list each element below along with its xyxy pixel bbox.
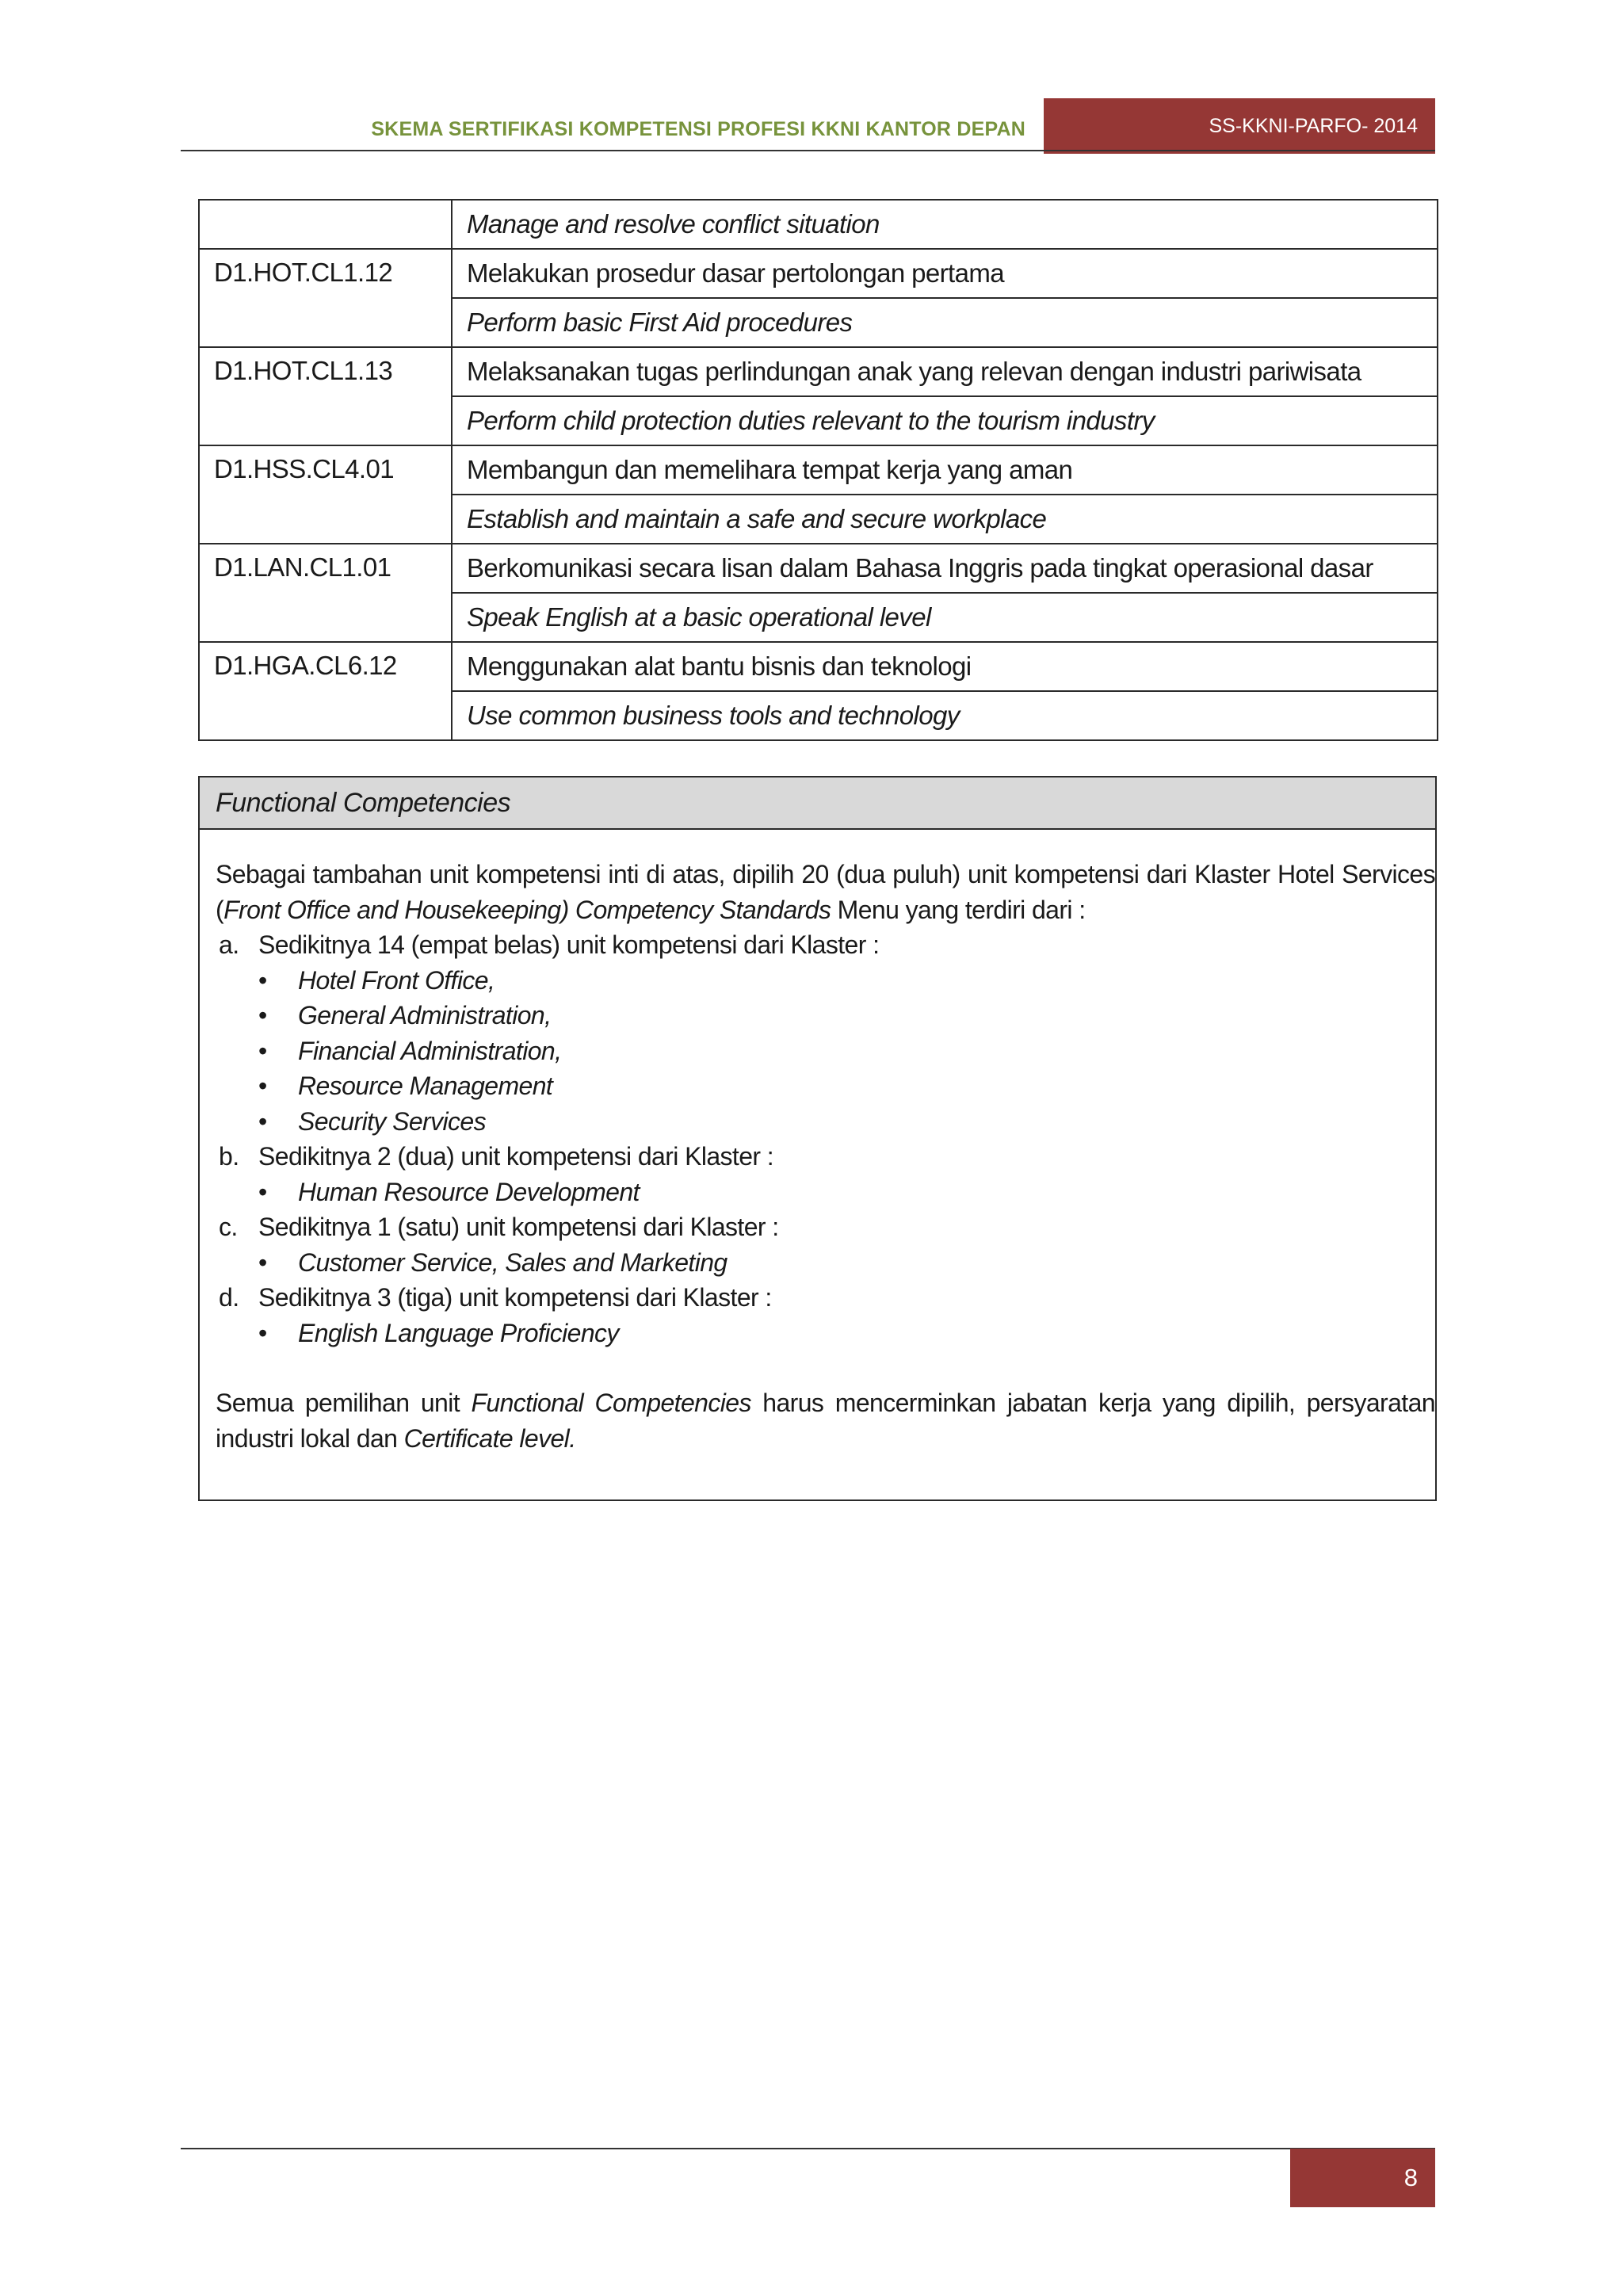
closing-text-mid: harus mencerminkan jabatan kerja yang dipilih, persyaratan industri lokal dan — [216, 1389, 1435, 1453]
bullet-icon: • — [258, 1318, 267, 1347]
closing-italic-text-end: Certificate level. — [403, 1423, 576, 1453]
cluster-name: Human Resource Development — [298, 1177, 640, 1206]
header-divider — [181, 150, 1435, 151]
intro-italic-text: Front Office and Housekeeping) Competency Standards — [223, 895, 831, 924]
table-row — [199, 347, 1438, 396]
list-item — [216, 927, 1435, 1139]
list-item — [258, 1245, 1435, 1281]
unit-english-title: Use common business tools and technology — [452, 691, 1438, 740]
list-item — [258, 1175, 1435, 1210]
list-letter: d. — [219, 1283, 239, 1312]
unit-code-cell: D1.HSS.CL4.01 — [199, 445, 452, 544]
closing-italic-text: Functional Competencies — [471, 1389, 751, 1417]
list-item — [258, 1033, 1435, 1069]
cluster-name: Hotel Front Office, — [298, 965, 495, 995]
bullet-icon: • — [258, 965, 267, 995]
cluster-list — [258, 1245, 1435, 1281]
competency-units-table — [198, 199, 1438, 741]
bullet-icon: • — [258, 1036, 267, 1065]
spacer — [216, 1350, 1435, 1385]
list-item — [258, 1104, 1435, 1140]
table-row — [199, 249, 1438, 298]
footer-divider — [181, 2148, 1435, 2149]
list-item — [216, 1209, 1435, 1280]
list-item — [258, 1316, 1435, 1351]
cluster-name: General Administration, — [298, 1001, 552, 1030]
list-letter: a. — [219, 930, 239, 959]
unit-code-cell: D1.LAN.CL1.01 — [199, 544, 452, 642]
unit-english-title: Perform basic First Aid procedures — [452, 298, 1438, 347]
requirement-text: Sedikitnya 2 (dua) unit kompetensi dari Klaster : — [258, 1142, 774, 1171]
functional-competencies-heading: Functional Competencies — [198, 776, 1437, 830]
unit-code-cell: D1.HGA.CL6.12 — [199, 642, 452, 740]
unit-indonesian-title: Melakukan prosedur dasar pertolongan pertama — [452, 249, 1438, 298]
bullet-icon: • — [258, 1072, 267, 1100]
requirement-text: Sedikitnya 1 (satu) unit kompetensi dari Klaster : — [258, 1213, 779, 1241]
cluster-list — [258, 963, 1435, 1140]
bullet-icon: • — [258, 1177, 267, 1206]
list-letter: c. — [219, 1213, 238, 1241]
table-row — [199, 642, 1438, 691]
table-row — [199, 544, 1438, 593]
list-item — [258, 998, 1435, 1033]
unit-indonesian-title: Melaksanakan tugas perlindungan anak yang relevan dengan industri pariwisata — [452, 347, 1438, 396]
list-item — [258, 1068, 1435, 1104]
cluster-list — [258, 1175, 1435, 1210]
functional-competencies-body — [198, 828, 1437, 1501]
intro-paragraph — [216, 857, 1435, 927]
cluster-list — [258, 1316, 1435, 1351]
list-item — [258, 963, 1435, 999]
cluster-name: Financial Administration, — [298, 1036, 562, 1065]
cluster-name: Security Services — [298, 1106, 486, 1136]
unit-code-cell: D1.HOT.CL1.12 — [199, 249, 452, 347]
list-letter: b. — [219, 1142, 239, 1171]
unit-indonesian-title: Berkomunikasi secara lisan dalam Bahasa Inggris pada tingkat operasional dasar — [452, 544, 1438, 593]
unit-english-title: Speak English at a basic operational level — [452, 593, 1438, 642]
document-code-badge: SS-KKNI-PARFO- 2014 — [1044, 98, 1435, 154]
unit-english-title: Manage and resolve conflict situation — [452, 200, 1438, 249]
bullet-icon: • — [258, 1106, 267, 1136]
table-row — [199, 200, 1438, 249]
intro-text-end: Menu yang terdiri dari : — [831, 895, 1086, 924]
unit-english-title: Perform child protection duties relevant to the tourism industry — [452, 396, 1438, 445]
requirement-text: Sedikitnya 3 (tiga) unit kompetensi dari Klaster : — [258, 1283, 772, 1312]
closing-text: Semua pemilihan unit — [216, 1389, 472, 1417]
list-item — [216, 1280, 1435, 1350]
closing-paragraph — [216, 1385, 1435, 1456]
cluster-name: Customer Service, Sales and Marketing — [298, 1247, 727, 1277]
list-item — [216, 1139, 1435, 1209]
requirement-text: Sedikitnya 14 (empat belas) unit kompetensi dari Klaster : — [258, 930, 880, 959]
bullet-icon: • — [258, 1001, 267, 1030]
document-header-title: SKEMA SERTIFIKASI KOMPETENSI PROFESI KKNI KANTOR DEPAN — [371, 117, 1025, 140]
unit-code-cell: D1.HOT.CL1.13 — [199, 347, 452, 445]
unit-code-cell — [199, 200, 452, 249]
table-row — [199, 445, 1438, 495]
unit-indonesian-title: Menggunakan alat bantu bisnis dan teknologi — [452, 642, 1438, 691]
unit-english-title: Establish and maintain a safe and secure workplace — [452, 495, 1438, 544]
bullet-icon: • — [258, 1247, 267, 1277]
cluster-name: English Language Proficiency — [298, 1318, 619, 1347]
unit-indonesian-title: Membangun dan memelihara tempat kerja yang aman — [452, 445, 1438, 495]
intro-text: Sebagai tambahan unit kompetensi inti di atas, dipilih 20 (dua puluh) unit kompetensi dari Klaster Hotel Services ( — [216, 860, 1435, 924]
cluster-requirements-list — [216, 927, 1435, 1350]
page-number-badge: 8 — [1290, 2149, 1435, 2207]
cluster-name: Resource Management — [298, 1072, 553, 1100]
